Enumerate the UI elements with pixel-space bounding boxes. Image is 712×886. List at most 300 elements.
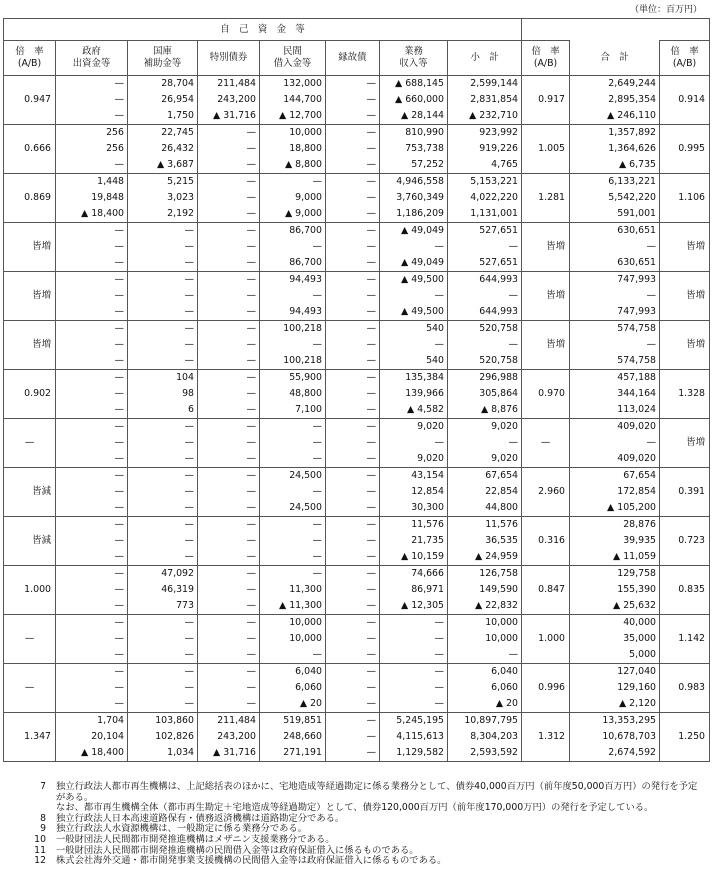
cell-small: [448, 419, 522, 468]
cell-r2: [522, 272, 570, 321]
cell-line: 1,448: [97, 176, 124, 187]
cell-line: 100,218: [283, 355, 322, 366]
cell-biz: [380, 517, 448, 566]
ratio-value: 1.328: [678, 388, 706, 399]
cell-line: —: [312, 486, 322, 497]
cell-line: 48,800: [289, 388, 322, 399]
cell-line: —: [114, 94, 124, 105]
cell-r2: [522, 419, 570, 468]
ratio-value: 0.995: [678, 143, 706, 154]
cell-r3: [660, 223, 710, 272]
cell-line: 36,535: [485, 535, 519, 546]
cell-loan: [260, 370, 326, 419]
cell-ken: [326, 76, 380, 125]
group-header-right: [522, 19, 710, 41]
footnote-text: 一般財団法人民間都市開発推進機構の民間借入金等は政府保証借入に係るものである。: [56, 844, 419, 856]
cell-line: 4,115,613: [396, 731, 444, 742]
header-row: [4, 41, 710, 76]
cell-sub: [128, 517, 198, 566]
cell-biz: [380, 468, 448, 517]
cell-r1: [4, 125, 56, 174]
cell-line: 520,758: [479, 323, 519, 334]
cell-line: —: [366, 568, 376, 579]
footnote-number: 11: [34, 844, 46, 856]
cell-line: —: [246, 306, 256, 317]
cell-bond: [198, 517, 260, 566]
cell-line: 2,674,592: [608, 747, 657, 758]
cell-line: 10,000: [485, 633, 519, 644]
cell-line: 12,854: [411, 486, 444, 497]
cell-line: —: [312, 176, 322, 187]
cell-line: ▲ 10,159: [401, 551, 444, 562]
cell-line: 644,993: [479, 306, 519, 317]
cell-total: [570, 713, 660, 762]
budget-table: [3, 18, 710, 762]
ratio-value: —: [24, 682, 35, 693]
cell-line: —: [246, 682, 256, 693]
cell-line: —: [114, 110, 124, 121]
cell-line: —: [246, 388, 256, 399]
cell-bond: [198, 615, 260, 664]
cell-line: —: [114, 404, 124, 415]
table-row-group: [4, 272, 710, 321]
cell-line: —: [246, 617, 256, 628]
cell-line: 9,020: [417, 421, 444, 432]
cell-line: ▲ 24,959: [475, 551, 519, 562]
ratio-value: 0.983: [678, 682, 706, 693]
cell-sub: [128, 370, 198, 419]
footnote-number: 10: [34, 833, 46, 845]
column-header: 政府 出資金等: [56, 41, 128, 76]
cell-line: 113,024: [617, 404, 657, 415]
column-header: 小 計: [448, 41, 522, 76]
cell-total: [570, 125, 660, 174]
cell-sub: [128, 272, 198, 321]
cell-line: ▲ 20: [299, 698, 322, 709]
cell-line: 1,704: [97, 715, 124, 726]
cell-ken: [326, 125, 380, 174]
cell-bond: [198, 468, 260, 517]
footnote-text: 独立行政法人水資源機構は、一般勘定に係る業務分である。: [56, 823, 308, 835]
cell-line: 2,649,244: [608, 78, 657, 89]
cell-line: 28,876: [623, 519, 657, 530]
cell-r1: [4, 566, 56, 615]
cell-line: 86,700: [289, 257, 322, 268]
cell-line: 747,993: [617, 306, 657, 317]
cell-line: —: [114, 257, 124, 268]
cell-line: 18,800: [289, 143, 322, 154]
cell-r2: [522, 321, 570, 370]
cell-total: [570, 76, 660, 125]
cell-line: ▲ 18,400: [81, 208, 124, 219]
table-row-group: [4, 419, 710, 468]
cell-line: 1,186,209: [396, 208, 444, 219]
cell-ken: [326, 517, 380, 566]
cell-line: ▲ 22,832: [475, 600, 519, 611]
cell-line: 457,188: [617, 372, 657, 383]
cell-sub: [128, 664, 198, 713]
cell-sub: [128, 321, 198, 370]
ratio-value: 1.142: [678, 633, 706, 644]
cell-line: 344,164: [617, 388, 657, 399]
cell-biz: [380, 174, 448, 223]
cell-line: ▲ 11,300: [279, 600, 322, 611]
cell-line: —: [114, 502, 124, 513]
cell-line: —: [114, 274, 124, 285]
cell-line: —: [434, 241, 444, 252]
cell-line: —: [508, 241, 519, 252]
cell-line: ▲ 31,716: [213, 747, 256, 758]
cell-r2: [522, 615, 570, 664]
cell-line: —: [366, 94, 376, 105]
table-row-group: [4, 664, 710, 713]
cell-line: —: [246, 698, 256, 709]
cell-line: —: [184, 617, 194, 628]
cell-line: —: [246, 437, 256, 448]
cell-line: —: [184, 421, 194, 432]
cell-line: —: [246, 372, 256, 383]
cell-gov: [56, 664, 128, 713]
group-header: 自 己 資 金 等: [4, 19, 522, 41]
cell-line: —: [434, 666, 444, 677]
cell-line: 22,854: [485, 486, 519, 497]
cell-line: —: [184, 535, 194, 546]
column-header: 特別債券: [198, 41, 260, 76]
cell-line: —: [184, 225, 194, 236]
cell-line: —: [184, 519, 194, 530]
cell-line: —: [366, 666, 376, 677]
footnote-number: 7: [40, 781, 46, 792]
cell-line: 2,593,592: [470, 747, 519, 758]
cell-bond: [198, 321, 260, 370]
cell-line: —: [114, 323, 124, 334]
cell-line: —: [366, 747, 376, 758]
cell-line: —: [366, 290, 376, 301]
cell-line: 630,651: [617, 257, 657, 268]
cell-r1: [4, 517, 56, 566]
cell-line: ▲ 3,687: [156, 159, 194, 170]
cell-sub: [128, 174, 198, 223]
cell-line: —: [114, 584, 124, 595]
cell-line: 9,020: [491, 453, 519, 464]
table-row-group: [4, 468, 710, 517]
cell-line: —: [508, 339, 519, 350]
ratio-value: 0.391: [678, 486, 706, 497]
cell-line: —: [184, 290, 194, 301]
cell-line: 30,300: [411, 502, 444, 513]
cell-ken: [326, 321, 380, 370]
cell-line: 22,745: [161, 127, 194, 138]
cell-line: —: [184, 666, 194, 677]
cell-line: —: [246, 159, 256, 170]
cell-line: 10,678,703: [602, 731, 657, 742]
cell-line: ▲ 49,049: [401, 257, 444, 268]
cell-line: —: [246, 551, 256, 562]
cell-gov: [56, 517, 128, 566]
cell-line: ▲ 6,735: [618, 159, 657, 170]
cell-loan: [260, 223, 326, 272]
cell-line: —: [366, 257, 376, 268]
cell-r1: [4, 174, 56, 223]
cell-ken: [326, 713, 380, 762]
ratio-value: 0.970: [538, 388, 566, 399]
ratio-value: 皆増: [32, 241, 51, 252]
cell-line: 409,020: [617, 453, 657, 464]
cell-line: 21,735: [411, 535, 444, 546]
cell-r2: [522, 468, 570, 517]
cell-biz: [380, 76, 448, 125]
table-row-group: [4, 174, 710, 223]
cell-line: 6,040: [295, 666, 322, 677]
cell-line: —: [246, 127, 256, 138]
column-header: 民間 借入金等: [260, 41, 326, 76]
footnote: [8, 782, 706, 803]
cell-line: —: [366, 470, 376, 481]
cell-loan: [260, 125, 326, 174]
cell-line: 520,758: [479, 355, 519, 366]
cell-line: —: [312, 535, 322, 546]
cell-gov: [56, 125, 128, 174]
cell-line: 103,860: [155, 715, 194, 726]
cell-line: —: [114, 535, 124, 546]
cell-line: —: [246, 600, 256, 611]
cell-line: —: [246, 421, 256, 432]
cell-line: 8,304,203: [470, 731, 519, 742]
cell-r3: [660, 664, 710, 713]
cell-biz: [380, 321, 448, 370]
cell-line: —: [246, 290, 256, 301]
cell-line: —: [114, 551, 124, 562]
cell-line: —: [246, 453, 256, 464]
cell-gov: [56, 76, 128, 125]
cell-line: —: [312, 241, 322, 252]
cell-r1: [4, 615, 56, 664]
cell-line: ▲ 688,145: [395, 78, 444, 89]
cell-line: 94,493: [289, 274, 322, 285]
cell-line: —: [366, 502, 376, 513]
cell-line: —: [366, 208, 376, 219]
cell-line: —: [184, 306, 194, 317]
cell-line: 13,353,295: [602, 715, 657, 726]
ratio-value: 1.000: [538, 633, 566, 644]
cell-line: 172,854: [617, 486, 657, 497]
cell-gov: [56, 370, 128, 419]
cell-line: 11,300: [289, 584, 322, 595]
cell-total: [570, 272, 660, 321]
cell-bond: [198, 664, 260, 713]
cell-biz: [380, 272, 448, 321]
cell-line: —: [246, 208, 256, 219]
cell-line: 753,738: [405, 143, 444, 154]
cell-ken: [326, 615, 380, 664]
cell-line: 3,023: [167, 192, 194, 203]
cell-line: 57,252: [411, 159, 444, 170]
cell-sub: [128, 615, 198, 664]
footnote-number: 12: [34, 855, 46, 867]
ratio-value: —: [540, 437, 551, 448]
cell-line: —: [114, 339, 124, 350]
cell-line: —: [114, 437, 124, 448]
cell-r1: [4, 272, 56, 321]
cell-total: [570, 517, 660, 566]
footnote: [8, 856, 706, 867]
cell-line: —: [312, 290, 322, 301]
ratio-value: 1.000: [24, 584, 51, 595]
cell-sub: [128, 468, 198, 517]
cell-small: [448, 517, 522, 566]
cell-loan: [260, 419, 326, 468]
table-row-group: [4, 566, 710, 615]
cell-line: ▲ 31,716: [213, 110, 256, 121]
cell-line: ▲ 2,120: [618, 698, 657, 709]
cell-line: 6,133,221: [608, 176, 657, 187]
cell-r2: [522, 517, 570, 566]
cell-loan: [260, 566, 326, 615]
footnote-text: なお、都市再生機構全体（都市再生勘定＋宅地造成等経過勘定）として、債券120,000百万円（前年度170,000万円）の発行を予定している。: [56, 802, 654, 814]
cell-line: —: [246, 666, 256, 677]
cell-line: 1,129,582: [396, 747, 444, 758]
cell-total: [570, 370, 660, 419]
cell-line: 7,100: [295, 404, 322, 415]
cell-line: ▲ 11,059: [613, 551, 657, 562]
cell-line: —: [246, 519, 256, 530]
cell-line: —: [646, 241, 657, 252]
cell-r3: [660, 321, 710, 370]
cell-ken: [326, 419, 380, 468]
cell-line: —: [114, 225, 124, 236]
cell-line: ▲ 18,400: [81, 747, 124, 758]
table-row-group: [4, 76, 710, 125]
table-row-group: [4, 370, 710, 419]
cell-line: —: [114, 306, 124, 317]
cell-line: —: [114, 290, 124, 301]
cell-line: ▲ 8,876: [480, 404, 519, 415]
cell-ken: [326, 272, 380, 321]
ratio-value: 0.996: [538, 682, 566, 693]
cell-line: —: [114, 355, 124, 366]
footnote-number: [8, 803, 56, 814]
cell-line: 1,750: [167, 110, 194, 121]
cell-line: —: [246, 486, 256, 497]
cell-line: —: [366, 159, 376, 170]
footnote: [8, 835, 706, 846]
table-row-group: [4, 517, 710, 566]
cell-line: —: [366, 127, 376, 138]
cell-line: 6,040: [491, 666, 519, 677]
cell-small: [448, 566, 522, 615]
cell-line: 409,020: [617, 421, 657, 432]
ratio-value: 1.250: [678, 731, 706, 742]
table-row-group: [4, 713, 710, 762]
cell-small: [448, 615, 522, 664]
cell-line: —: [366, 372, 376, 383]
cell-line: —: [184, 339, 194, 350]
cell-line: 144,700: [283, 94, 322, 105]
cell-line: —: [366, 339, 376, 350]
cell-line: ▲ 28,144: [401, 110, 444, 121]
cell-line: —: [508, 437, 519, 448]
cell-line: 4,765: [491, 159, 519, 170]
cell-line: —: [184, 241, 194, 252]
cell-r2: [522, 664, 570, 713]
cell-line: 26,432: [161, 143, 194, 154]
cell-line: —: [246, 633, 256, 644]
cell-line: —: [366, 192, 376, 203]
ratio-value: 0.947: [24, 94, 51, 105]
ratio-value: 0.666: [24, 143, 51, 154]
cell-loan: [260, 76, 326, 125]
cell-line: 9,020: [491, 421, 519, 432]
cell-line: —: [246, 192, 256, 203]
cell-line: —: [114, 159, 124, 170]
cell-line: —: [114, 519, 124, 530]
cell-line: —: [366, 731, 376, 742]
cell-line: —: [366, 715, 376, 726]
cell-line: 11,576: [411, 519, 444, 530]
cell-line: ▲ 9,000: [284, 208, 322, 219]
cell-line: 248,660: [283, 731, 322, 742]
cell-loan: [260, 321, 326, 370]
cell-ken: [326, 370, 380, 419]
cell-r3: [660, 615, 710, 664]
cell-small: [448, 321, 522, 370]
cell-line: ▲ 25,632: [613, 600, 657, 611]
cell-line: —: [114, 666, 124, 677]
cell-r3: [660, 76, 710, 125]
cell-small: [448, 664, 522, 713]
cell-r3: [660, 125, 710, 174]
cell-line: 4,022,220: [470, 192, 519, 203]
cell-line: —: [366, 551, 376, 562]
cell-line: 102,826: [155, 731, 194, 742]
cell-line: 271,191: [283, 747, 322, 758]
cell-line: 1,364,626: [608, 143, 657, 154]
cell-line: 28,704: [161, 78, 194, 89]
cell-line: —: [366, 437, 376, 448]
cell-line: —: [366, 78, 376, 89]
cell-line: 40,000: [623, 617, 657, 628]
cell-line: 644,993: [479, 274, 519, 285]
cell-line: 47,092: [161, 568, 194, 579]
cell-r2: [522, 76, 570, 125]
cell-total: [570, 321, 660, 370]
cell-line: 2,831,854: [470, 94, 519, 105]
cell-line: 104: [176, 372, 194, 383]
cell-loan: [260, 615, 326, 664]
cell-loan: [260, 174, 326, 223]
cell-line: —: [114, 241, 124, 252]
cell-bond: [198, 174, 260, 223]
cell-line: 305,864: [479, 388, 519, 399]
cell-line: —: [508, 290, 519, 301]
cell-line: —: [312, 519, 322, 530]
column-header: 合 計: [570, 41, 660, 76]
column-header: 縁故債: [326, 41, 380, 76]
cell-biz: [380, 566, 448, 615]
cell-r3: [660, 272, 710, 321]
cell-r1: [4, 76, 56, 125]
cell-line: —: [114, 682, 124, 693]
cell-gov: [56, 615, 128, 664]
cell-line: —: [434, 617, 444, 628]
cell-line: 574,758: [617, 323, 657, 334]
cell-bond: [198, 125, 260, 174]
cell-line: 11,576: [485, 519, 519, 530]
cell-line: —: [434, 339, 444, 350]
ratio-value: 皆増: [546, 241, 566, 252]
cell-line: —: [366, 682, 376, 693]
column-header: 倍 率 (A/B): [522, 41, 570, 76]
